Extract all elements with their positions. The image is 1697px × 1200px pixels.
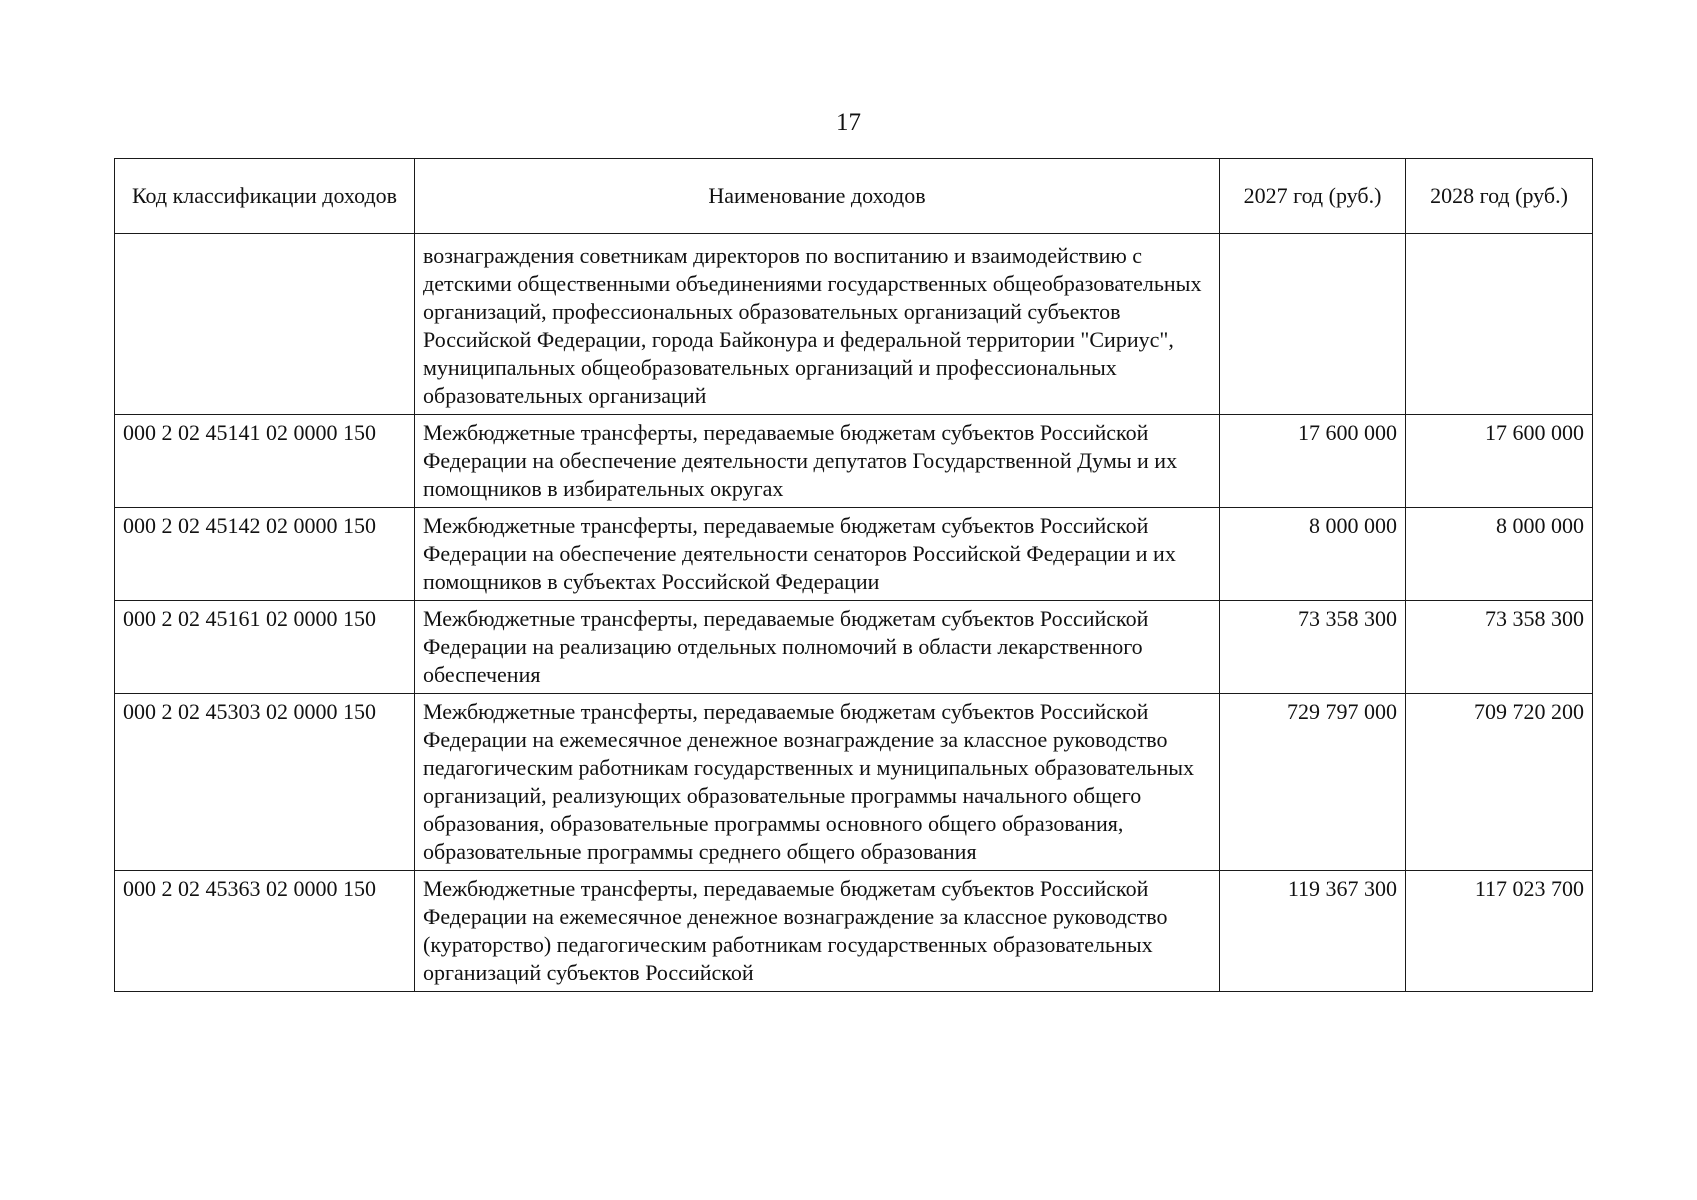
table-row [115, 694, 1593, 871]
income-code: 000 2 02 45142 02 0000 150 [115, 508, 415, 601]
income-name: Межбюджетные трансферты, передаваемые бюджетам субъектов Российской Федерации на ежемесячное денежное вознаграждение за классное руководство педагогическим работникам государственных и муниципальных образовательных организаций, реализующих образовательные программы начального общего образования, образовательные программы основного общего образования, образовательные программы среднего общего образования [415, 694, 1220, 871]
income-code: 000 2 02 45363 02 0000 150 [115, 871, 415, 992]
amount-2028: 8 000 000 [1406, 508, 1593, 601]
table-row [115, 234, 1593, 415]
amount-2028: 117 023 700 [1406, 871, 1593, 992]
header-name: Наименование доходов [415, 159, 1220, 234]
income-code: 000 2 02 45161 02 0000 150 [115, 601, 415, 694]
income-name: Межбюджетные трансферты, передаваемые бюджетам субъектов Российской Федерации на реализацию отдельных полномочий в области лекарственного обеспечения [415, 601, 1220, 694]
income-code: 000 2 02 45303 02 0000 150 [115, 694, 415, 871]
income-name: Межбюджетные трансферты, передаваемые бюджетам субъектов Российской Федерации на ежемесячное денежное вознаграждение за классное руководство (кураторство) педагогическим работникам государственных образовательных организаций субъектов Российской [415, 871, 1220, 992]
income-name: Межбюджетные трансферты, передаваемые бюджетам субъектов Российской Федерации на обеспечение деятельности сенаторов Российской Федерации и их помощников в субъектах Российской Федерации [415, 508, 1220, 601]
amount-2027: 17 600 000 [1220, 415, 1406, 508]
income-code: 000 2 02 45141 02 0000 150 [115, 415, 415, 508]
income-code [115, 234, 415, 415]
amount-2027: 8 000 000 [1220, 508, 1406, 601]
page-number: 17 [836, 109, 861, 136]
income-name: Межбюджетные трансферты, передаваемые бюджетам субъектов Российской Федерации на обеспечение деятельности депутатов Государственной Думы и их помощников в избирательных округах [415, 415, 1220, 508]
amount-2028 [1406, 234, 1593, 415]
income-table [114, 158, 1593, 992]
amount-2027: 729 797 000 [1220, 694, 1406, 871]
amount-2028: 709 720 200 [1406, 694, 1593, 871]
table-row [115, 415, 1593, 508]
income-name: вознаграждения советникам директоров по воспитанию и взаимодействию с детскими общественными объединениями государственных общеобразовательных организаций, профессиональных образовательных организаций субъектов Российской Федерации, города Байконура и федеральной территории "Сириус", муниципальных общеобразовательных организаций и профессиональных образовательных организаций [415, 234, 1220, 415]
header-year-2027: 2027 год (руб.) [1220, 159, 1406, 234]
amount-2028: 73 358 300 [1406, 601, 1593, 694]
amount-2028: 17 600 000 [1406, 415, 1593, 508]
header-code: Код классификации доходов [115, 159, 415, 234]
amount-2027: 119 367 300 [1220, 871, 1406, 992]
table-row [115, 601, 1593, 694]
table-row [115, 508, 1593, 601]
table-row [115, 871, 1593, 992]
table-header-row [115, 159, 1593, 234]
amount-2027: 73 358 300 [1220, 601, 1406, 694]
amount-2027 [1220, 234, 1406, 415]
header-year-2028: 2028 год (руб.) [1406, 159, 1593, 234]
